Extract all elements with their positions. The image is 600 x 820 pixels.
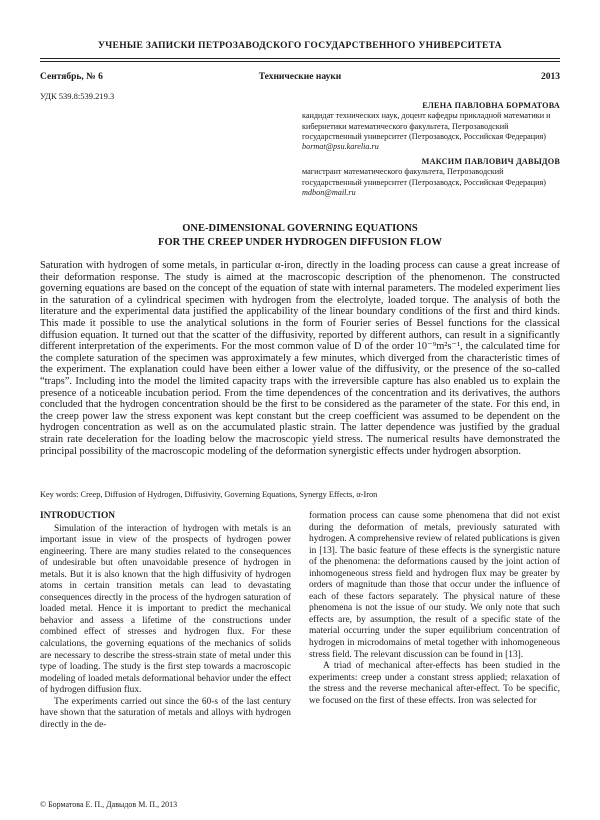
journal-title: УЧЕНЫЕ ЗАПИСКИ ПЕТРОЗАВОДСКОГО ГОСУДАРСТВЕННОГО УНИВЕРСИТЕТА bbox=[98, 41, 502, 51]
author-block-2 bbox=[302, 157, 560, 198]
paragraph: formation process can cause some phenomena that did not exist during the deformation of metals, previously saturated with hydrogen. A comprehensive review of related publications is given in [13]. The basic feature of these effects is the synergistic nature of the phenomena: the deformations caused by the joint action of inhomogeneous stress field and hydrogen flux may be greater by orders of magnitude than those that occur under the influence of each of these factors separately. The physical nature of these phenomena is not the issue of our study. We only note that such effects are, by assumption, the result of a specific state of the material occurring under the super equilibrium concentration of hydrogen in microdomains of metal together with inhomogeneous stress field. The relevant discussion can be found in [13]. bbox=[309, 511, 560, 660]
udk-code: УДК 539.8:539.219.3 bbox=[40, 91, 115, 101]
paper-title-line-1: ONE-DIMENSIONAL GOVERNING EQUATIONS bbox=[182, 223, 418, 234]
section-heading: INTRODUCTION bbox=[40, 511, 116, 521]
author-block-1 bbox=[302, 101, 560, 152]
header-rule-bottom bbox=[40, 61, 560, 62]
author-name: МАКСИМ ПАВЛОВИЧ ДАВЫДОВ bbox=[421, 157, 560, 166]
right-column bbox=[309, 511, 560, 707]
issue-label: Сентябрь, № 6 bbox=[40, 72, 103, 82]
section-label: Технические науки bbox=[258, 72, 342, 82]
copyright: © Борматова Е. П., Давыдов М. П., 2013 bbox=[40, 800, 178, 809]
paper-title bbox=[40, 222, 560, 250]
header-rule-top bbox=[40, 58, 560, 59]
left-column bbox=[40, 511, 291, 731]
year-label: 2013 bbox=[541, 72, 560, 82]
author-affiliation: кандидат технических наук, доцент кафедры прикладной математики и кибернетики математического факультета, Петрозаводский государственный университет (Петрозаводск, Российская Федерация) bbox=[302, 111, 551, 141]
paragraph: The experiments carried out since the 60-s of the last century have shown that the saturation of metals and alloys with hydrogen directly in the de- bbox=[40, 696, 291, 730]
keywords: Key words: Creep, Diffusion of Hydrogen, Diffusivity, Governing Equations, Synergy Effects, α-Iron bbox=[40, 490, 378, 499]
author-name: ЕЛЕНА ПАВЛОВНА БОРМАТОВА bbox=[422, 101, 560, 110]
abstract: Saturation with hydrogen of some metals, in particular α-iron, directly in the loading process can cause a great increase of their deformation response. The study is aimed at the macroscopic description of the phenomenon. The constructed governing equations are based on the concept of the equation of state with internal parameters. The modeled experiment lies in the saturation of a cylindrical specimen with hydrogen from the electrolyte, loaded torque. The analysis of both the literature and the experimental data justified the applicability of the linear boundary conditions of the first and third kinds. This made it possible to use the analytical solutions in the form of Fourier series of Bessel functions for the classical diffusion equation. It turned out that the scatter of the diffusivity, reported by different authors, can result in a significantly different interpretation of the experiments. For the most common value of D of the order 10⁻⁹m²s⁻¹, the calculated time for the complete saturation of the specimen was approximately a few minutes, which diverged from the characteristic times of the experiment. The explanation could have been either a lower value of the diffusivity, or the presence of the so-called “traps”. Including into the model the limited capacity traps with the irreversible capture has also enabled us to explain the presence of a noticeable incubation period. From the time dependences of the concentration and its derivatives, the authors concluded that the hydrogen concentration should be the first to be considered as the parameter of the state. For this end, in the creep power law the stress exponent was kept constant but the creep coefficient was assumed to be dependent on the hydrogen concentration as well as on the accumulated plastic strain. The latter dependence was justified by the gradual strain rate deceleration for the loading below the macroscopic yield stress. The numerical results have demonstrated the principal possibility of the macroscopic modeling of the deformation synergistic effects under hydrogen absorption. bbox=[40, 260, 560, 457]
paragraph: Simulation of the interaction of hydrogen with metals is an important issue in view of the prospects of hydrogen power engineering. There are many studies related to the consequences of undesirable but often unavoidable presence of hydrogen in metals. But it is also known that the high diffusivity of hydrogen atoms in certain transition metals can lead to devastating consequences directly in the process of the hydrogen saturation of loaded metal. Hence it is important to predict the mechanical behavior and assess a lifetime of the constructions under combined effect of stresses and hydrogen flux. For these calculations, the governing equations of the mechanics of solids are necessary to describe the stress-strain state of metal under this type of loading. The study is the first step towards a macroscopic modeling of loaded metals deformational behavior under the effect of hydrogen diffusion flux. bbox=[40, 523, 291, 696]
author-email: bormat@psu.karelia.ru bbox=[302, 142, 379, 152]
author-affiliation: магистрант математического факультета, Петрозаводский государственный университет (Петрозаводск, Российская Федерация) bbox=[302, 167, 546, 187]
paragraph: A triad of mechanical after-effects has been studied in the experiments: creep under a constant stress applied; relaxation of the stress and the reverse mechanical after-effect. To be specific, we focused on the first of these effects. Iron was selected for bbox=[309, 661, 560, 706]
author-email: mdbon@mail.ru bbox=[302, 187, 356, 197]
paper-title-line-2: FOR THE CREEP UNDER HYDROGEN DIFFUSION FLOW bbox=[158, 237, 442, 248]
